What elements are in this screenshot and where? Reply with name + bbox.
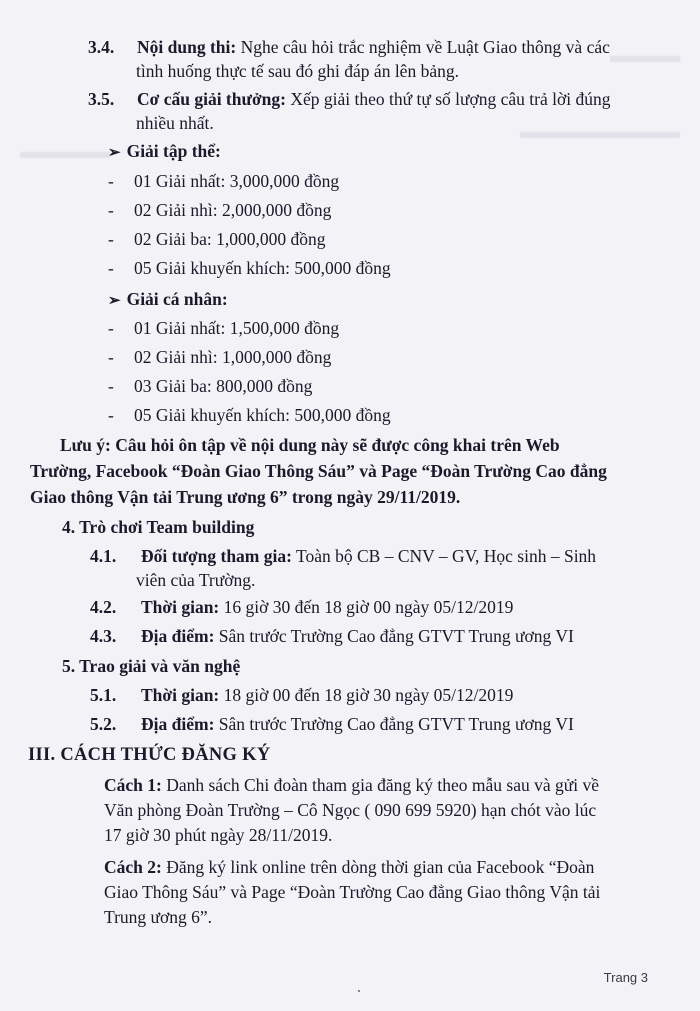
section-4-1-cont: viên của Trường. (136, 570, 256, 590)
bullet-dash: - (108, 376, 114, 396)
section-3-5-cont: nhiều nhất. (136, 113, 214, 133)
section-label: Nội dung thi: (137, 37, 237, 57)
bullet-dash: - (108, 347, 114, 367)
individual-prize-title (108, 288, 228, 312)
method-2-line-1 (104, 856, 594, 878)
list-item (108, 404, 391, 426)
list-item (108, 199, 332, 221)
list-item (108, 257, 391, 279)
section-label: Địa điểm: (141, 714, 215, 734)
list-item (108, 228, 326, 250)
section-4-heading: 4. Trò chơi Team building (62, 517, 255, 537)
prize-text: 03 Giải ba: 800,000 đồng (134, 376, 313, 396)
section-4-3 (90, 625, 574, 647)
scan-speck (358, 990, 360, 992)
bullet-dash: - (108, 171, 114, 191)
prize-text: 05 Giải khuyến khích: 500,000 đồng (134, 258, 391, 278)
section-text: Toàn bộ CB – CNV – GV, Học sinh – Sinh (291, 546, 597, 566)
prize-text: 05 Giải khuyến khích: 500,000 đồng (134, 405, 391, 425)
prize-text: 02 Giải nhì: 2,000,000 đồng (134, 200, 332, 220)
bullet-dash: - (108, 229, 114, 249)
bullet-dash: - (108, 258, 114, 278)
section-5-1 (90, 684, 513, 706)
arrow-icon: ➢ (108, 293, 121, 309)
prize-text: 02 Giải nhì: 1,000,000 đồng (134, 347, 332, 367)
section-text: 18 giờ 00 đến 18 giờ 30 ngày 05/12/2019 (219, 685, 514, 705)
prize-text: 01 Giải nhất: 3,000,000 đồng (134, 171, 340, 191)
individual-title-text: Giải cá nhân: (126, 289, 228, 309)
method-1-line-1 (104, 774, 599, 796)
section-number: 3.4. (88, 37, 115, 57)
section-number: 4.3. (90, 626, 117, 646)
section-number: 5.2. (90, 714, 117, 734)
method-text: Danh sách Chi đoàn tham gia đăng ký theo mẫu sau và gửi về (161, 775, 600, 795)
section-text: Sân trước Trường Cao đẳng GTVT Trung ương VI (214, 626, 574, 646)
method-2-line-2: Giao Thông Sáu” và Page “Đoàn Trường Cao đẳng Giao thông Vận tải (104, 882, 601, 902)
method-1-line-3: 17 giờ 30 phút ngày 28/11/2019. (104, 825, 333, 845)
prize-text: 01 Giải nhất: 1,500,000 đồng (134, 318, 340, 338)
section-3-5 (88, 88, 610, 110)
section-label: Cơ cấu giải thưởng: (137, 89, 286, 109)
section-3-4-cont: tình huống thực tế sau đó ghi đáp án lên bảng. (136, 61, 459, 81)
section-text: Xếp giải theo thứ tự số lượng câu trả lời đúng (286, 89, 611, 109)
method-2-line-3: Trung ương 6”. (104, 907, 213, 927)
prize-text: 02 Giải ba: 1,000,000 đồng (134, 229, 326, 249)
note-line-3: Giao thông Vận tải Trung ương 6” trong ngày 29/11/2019. (30, 487, 461, 507)
method-text: Đăng ký link online trên dòng thời gian của Facebook “Đoàn (161, 857, 595, 877)
bullet-dash: - (108, 405, 114, 425)
section-iii-heading: III. CÁCH THỨC ĐĂNG KÝ (28, 745, 271, 765)
section-text: 16 giờ 30 đến 18 giờ 00 ngày 05/12/2019 (219, 597, 514, 617)
arrow-icon: ➢ (108, 145, 121, 161)
bullet-dash: - (108, 318, 114, 338)
section-label: Đối tượng tham gia: (141, 546, 292, 566)
page-number: Trang 3 (603, 970, 648, 985)
method-1-line-2: Văn phòng Đoàn Trường – Cô Ngọc ( 090 699 5920) hạn chót vào lúc (104, 800, 597, 820)
bullet-dash: - (108, 200, 114, 220)
method-label: Cách 1: (104, 775, 162, 795)
list-item (108, 346, 332, 368)
section-label: Thời gian: (141, 685, 220, 705)
section-text: Sân trước Trường Cao đẳng GTVT Trung ương VI (214, 714, 574, 734)
group-title-text: Giải tập thể: (126, 141, 221, 161)
list-item (108, 170, 340, 192)
note-line-2: Trường, Facebook “Đoàn Giao Thông Sáu” và Page “Đoàn Trường Cao đẳng (30, 461, 607, 481)
group-prize-title (108, 140, 221, 164)
method-label: Cách 2: (104, 857, 162, 877)
section-text: Nghe câu hỏi trắc nghiệm về Luật Giao thông và các (236, 37, 610, 57)
section-5-2 (90, 713, 574, 735)
list-item (108, 317, 340, 339)
section-3-4 (88, 36, 610, 58)
section-5-heading: 5. Trao giải và văn nghệ (62, 656, 241, 676)
section-number: 3.5. (88, 89, 115, 109)
section-number: 4.1. (90, 546, 117, 566)
section-4-1 (90, 545, 596, 567)
section-number: 4.2. (90, 597, 117, 617)
list-item (108, 375, 313, 397)
section-number: 5.1. (90, 685, 117, 705)
section-4-2 (90, 596, 513, 618)
note-line-1: Lưu ý: Câu hỏi ôn tập về nội dung này sẽ được công khai trên Web (60, 435, 560, 455)
section-label: Thời gian: (141, 597, 220, 617)
section-label: Địa điểm: (141, 626, 215, 646)
